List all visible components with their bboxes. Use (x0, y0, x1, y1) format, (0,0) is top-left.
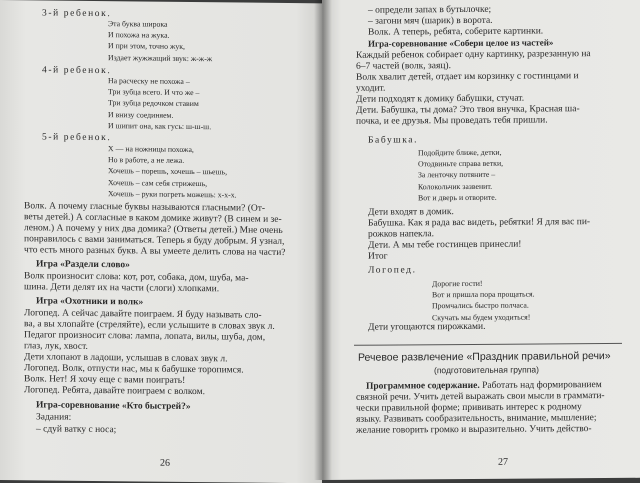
right-top-text: – определи запах в бутылочке; – загони мяч (шарик) в ворота. Волк. А теперь, ребята, соберите картинки. (368, 4, 544, 38)
game2-title: Игра «Охотники и волк» (36, 296, 144, 308)
game4-title: Игра-соревнование «Собери целое из частей» (368, 37, 554, 49)
task-item: – сдуй ватку с носа; (36, 424, 117, 436)
section-subtitle: (подготовительная группа) (434, 364, 539, 376)
grandma-poem: Подойдите ближе, детки, Отодвиньте справа ветки, За ленточку потяните – Колокольчик зазвенит. Вот и дверь и отворите. (418, 147, 504, 203)
child4-poem: На расческу не похожа – Три зубца всего. И что же – Три зубца редочком ставим И внизу соединяем. И шипит она, как гусь: ш-ш-ш. (108, 76, 212, 132)
child4-heading: 4-й ребенок. (42, 65, 112, 77)
tasks-label: Задания: (36, 412, 72, 423)
program-text: Программное содержание. Работать над формированием связной речи. Учить детей выражать свои мысли в граммати- чески правильной форме; прививать интерес к родному языку. Развивать сообразительность, внимание, мышление; желание говорить громко и выразительно. Учить действо- (356, 380, 605, 436)
child5-poem: Х — на ножницы похожа, Но в работе, а не лежа. Хочешь – порешь, хочешь – шьешь, Хочешь – сам себя стрижешь, Хочешь – руки погреть можешь: х-х-х. (108, 144, 237, 200)
wolf-paragraph: Волк. А почему гласные буквы называются гласными? (От- веты детей.) А согласные в каком домике живут? (В синем и зе- леном.) А почему у них два домика? (Ответы детей.) Мне очень понравилось с вами заниматься. Теперь я буду добрым. Я узнал, что есть много разных букв. А вы умеете делить слова на части? (24, 201, 286, 258)
program-label: Программное содержание. (366, 380, 480, 392)
page-number-left: 26 (160, 457, 170, 469)
section-title: Речевое развлечение «Праздник правильной речи» (358, 349, 611, 364)
game3-title: Игра-соревнование «Кто быстрей?» (36, 400, 191, 412)
game4-text: Каждый ребенок собирает одну картинку, разрезанную на 6–7 частей (волк, заяц). Волк хвалит детей, отдает им корзинку с гостинцами и уходит. Дети подходят к домику бабушки, стучат. Дети. Бабушка, ты дома? Это твоя внучка, Красная ша- почка, и ее друзья. Мы проведать тебя пришли. (356, 49, 591, 127)
game2-text: Логопед. А сейчас давайте поиграем. Я буду называть сло- ва, а вы хлопайте (стреляйте), если услышите в словах звук л. Педагог произносит слова: лампа, лопата, вилы, шуба, дом, глаз, лук, хвост. Дети хлопают в ладоши, услышав в словах звук л. Логопед. Волк, отпусти нас, мы к бабушке торопимся. Волк. Нет! Я хочу еще с вами поиграть! Логопед. Ребята, давайте поиграем с волком. (24, 308, 275, 398)
page-number-right: 27 (498, 456, 508, 468)
game1-text: Волк произносит слова: кот, рот, собака, дом, шуба, ма- шина. Дети делят их на части (слоги) хлопками. (24, 271, 249, 295)
end-line: Дети угощаются пирожками. (368, 321, 486, 333)
book-gutter (314, 0, 332, 480)
game1-title: Игра «Раздели слово» (36, 259, 130, 271)
grandma-label: Бабушка. (368, 135, 419, 146)
logoped-poem: Дорогие гости! Вот и пришла пора прощаться. Промчались быстро полчаса. Скучать мы будем уходиться! (432, 278, 535, 322)
right-page (322, 0, 640, 480)
mid-text: Дети входят в домик. Бабушка. Как я рада вас видеть, ребятки! Я для вас пи- рожков напекла. Дети. А мы тебе гостинцев принесли! Итог (368, 207, 591, 262)
child5-heading: 5-й ребенок. (42, 132, 112, 144)
child3-heading: 3-й ребенок. (42, 8, 112, 20)
section-divider (354, 343, 622, 346)
child3-poem: Эта буква широка И похожа на жука. И при этом, точно жук, Издает жужжащий звук: ж-ж-ж (108, 19, 213, 63)
logoped-label: Логопед. (368, 265, 417, 276)
